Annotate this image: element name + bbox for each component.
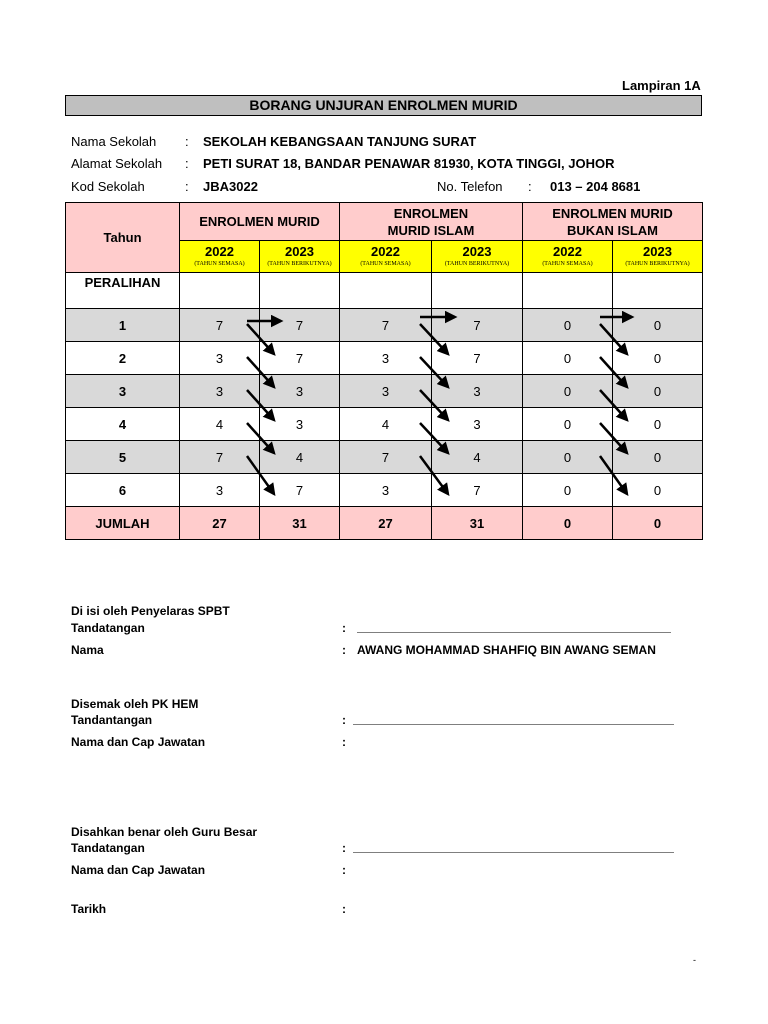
table-row	[66, 342, 703, 375]
total-cell: 31	[260, 507, 340, 540]
table-cell: 0	[613, 441, 703, 474]
table-cell	[523, 273, 613, 309]
table-cell: 0	[613, 408, 703, 441]
table-cell: 4	[340, 408, 432, 441]
table-cell: 0	[523, 375, 613, 408]
hem-signature-line	[353, 724, 674, 725]
table-cell: 0	[523, 408, 613, 441]
table-cell	[432, 273, 523, 309]
table-row	[66, 474, 703, 507]
year-next-cell: 2023 (TAHUN BERIKUTNYA)	[260, 241, 340, 273]
total-cell: 27	[180, 507, 260, 540]
spbt-signature-line	[357, 632, 671, 633]
row-tahun: 4	[66, 408, 180, 441]
gb-name-colon: :	[342, 863, 346, 877]
table-cell: 3	[432, 375, 523, 408]
table-row	[66, 408, 703, 441]
table-cell: 7	[432, 342, 523, 375]
total-cell: 31	[432, 507, 523, 540]
phone-label: No. Telefon	[437, 179, 503, 194]
spbt-name-label: Nama	[71, 643, 104, 657]
school-name-value: SEKOLAH KEBANGSAAN TANJUNG SURAT	[203, 134, 477, 149]
table-cell: 7	[260, 342, 340, 375]
gb-sign-label: Tandatangan	[71, 841, 145, 855]
table-row	[66, 375, 703, 408]
hem-heading: Disemak oleh PK HEM	[71, 697, 199, 711]
date-colon: :	[342, 902, 346, 916]
row-tahun: 2	[66, 342, 180, 375]
spbt-sign-colon: :	[342, 621, 346, 635]
form-title: BORANG UNJURAN ENROLMEN MURID	[65, 95, 702, 116]
table-cell: 3	[340, 375, 432, 408]
gb-heading: Disahkan benar oleh Guru Besar	[71, 825, 258, 839]
year-current-cell: 2022 (TAHUN SEMASA)	[180, 241, 260, 273]
year-next-cell: 2023 (TAHUN BERIKUTNYA)	[613, 241, 703, 273]
school-name-colon: :	[185, 134, 189, 149]
hem-name-colon: :	[342, 735, 346, 749]
table-cell: 3	[180, 342, 260, 375]
table-cell: 0	[613, 309, 703, 342]
row-tahun: 6	[66, 474, 180, 507]
group-header-islam: ENROLMEN MURID ISLAM	[340, 203, 523, 241]
hem-sign-colon: :	[342, 713, 346, 727]
year-next-cell: 2023 (TAHUN BERIKUTNYA)	[432, 241, 523, 273]
spbt-heading: Di isi oleh Penyelaras SPBT	[71, 604, 230, 618]
row-tahun: 5	[66, 441, 180, 474]
table-cell: 7	[180, 309, 260, 342]
year-header: Tahun	[66, 203, 180, 273]
phone-colon: :	[528, 179, 532, 194]
enrolment-table	[65, 202, 703, 540]
table-cell: 3	[260, 408, 340, 441]
year-current-cell: 2022 (TAHUN SEMASA)	[523, 241, 613, 273]
year-current-cell: 2022 (TAHUN SEMASA)	[340, 241, 432, 273]
total-cell: 0	[613, 507, 703, 540]
table-cell: 4	[432, 441, 523, 474]
group-header-total: ENROLMEN MURID	[180, 203, 340, 241]
row-tahun: 3	[66, 375, 180, 408]
table-cell: 3	[260, 375, 340, 408]
table-cell: 7	[340, 441, 432, 474]
date-label: Tarikh	[71, 902, 107, 916]
school-address-label: Alamat Sekolah	[71, 156, 163, 171]
total-label: JUMLAH	[66, 507, 180, 540]
gb-sign-colon: :	[342, 841, 346, 855]
footer-mark: -	[693, 955, 696, 965]
table-cell: 4	[180, 408, 260, 441]
hem-sign-label: Tandantangan	[71, 713, 153, 727]
table-cell: 0	[613, 375, 703, 408]
table-cell: 4	[260, 441, 340, 474]
table-row	[66, 441, 703, 474]
table-cell: 7	[340, 309, 432, 342]
table-cell: 7	[432, 474, 523, 507]
table-cell: 0	[523, 441, 613, 474]
lampiran-label: Lampiran 1A	[622, 78, 701, 93]
spbt-name-colon: :	[342, 643, 346, 657]
peralihan-label: PERALIHAN	[66, 273, 180, 309]
total-cell: 0	[523, 507, 613, 540]
table-cell	[613, 273, 703, 309]
phone-value: 013 – 204 8681	[550, 179, 641, 194]
table-cell: 0	[523, 342, 613, 375]
table-cell: 3	[340, 474, 432, 507]
table-cell: 0	[523, 309, 613, 342]
school-name-label: Nama Sekolah	[71, 134, 157, 149]
table-cell: 3	[432, 408, 523, 441]
school-code-colon: :	[185, 179, 189, 194]
spbt-sign-label: Tandatangan	[71, 621, 145, 635]
group-header-non-islam: ENROLMEN MURID BUKAN ISLAM	[523, 203, 703, 241]
table-cell	[340, 273, 432, 309]
table-cell: 3	[180, 375, 260, 408]
table-cell: 3	[340, 342, 432, 375]
table-cell: 0	[613, 342, 703, 375]
total-cell: 27	[340, 507, 432, 540]
table-cell: 7	[260, 474, 340, 507]
table-cell: 0	[613, 474, 703, 507]
table-cell	[180, 273, 260, 309]
school-address-value: PETI SURAT 18, BANDAR PENAWAR 81930, KOTA TINGGI, JOHOR	[203, 156, 615, 171]
table-cell	[260, 273, 340, 309]
table-cell: 0	[523, 474, 613, 507]
school-address-colon: :	[185, 156, 189, 171]
total-row	[66, 507, 703, 540]
school-code-label: Kod Sekolah	[71, 179, 145, 194]
table-cell: 7	[260, 309, 340, 342]
table-cell: 7	[180, 441, 260, 474]
hem-name-label: Nama dan Cap Jawatan	[71, 735, 206, 749]
gb-signature-line	[353, 852, 674, 853]
table-cell: 7	[432, 309, 523, 342]
spbt-name-value: AWANG MOHAMMAD SHAHFIQ BIN AWANG SEMAN	[357, 643, 656, 657]
gb-name-label: Nama dan Cap Jawatan	[71, 863, 206, 877]
table-row	[66, 309, 703, 342]
row-tahun: 1	[66, 309, 180, 342]
school-code-value: JBA3022	[203, 179, 258, 194]
table-cell: 3	[180, 474, 260, 507]
